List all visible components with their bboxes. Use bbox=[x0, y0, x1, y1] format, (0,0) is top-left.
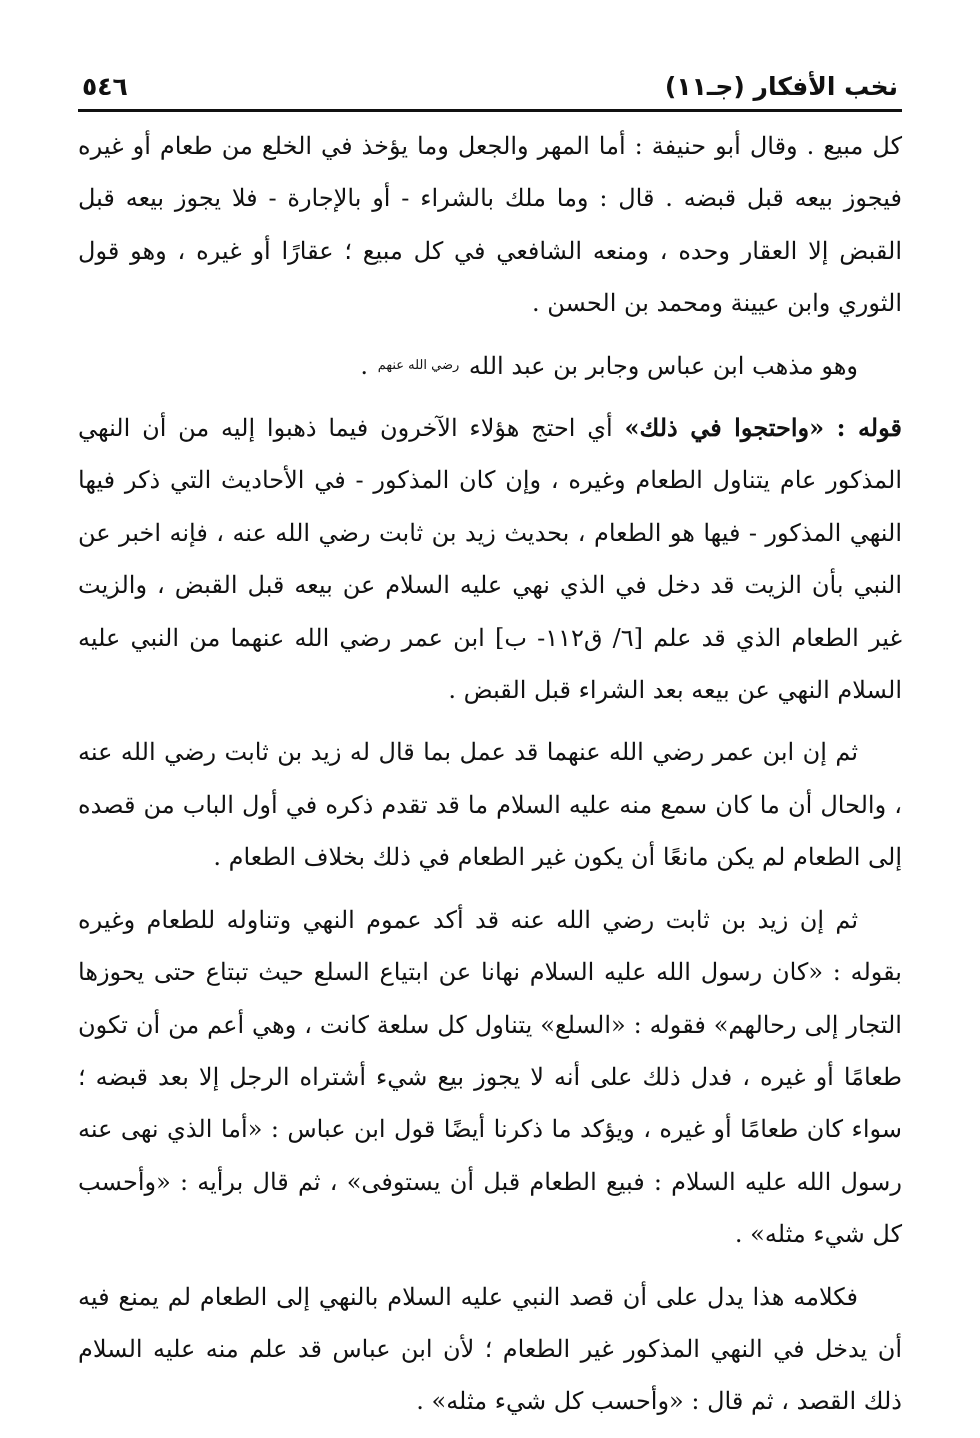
line: فيجوز بيعه قبل قبضه . قال : وما ملك بالشراء - أو بالإجارة - فلا يجوز بيعه قبل bbox=[78, 184, 902, 213]
honorific-glyph: رضي الله عنهم bbox=[377, 357, 460, 373]
line: رسول الله عليه السلام نهانا عن ابتياع السلع حيث تبتاع حتى يحوزها التجار إلى رحالهم» bbox=[78, 958, 902, 1039]
line: الطعام قبل أن يستوفى» ، ثم قال برأيه : «وأحسب كل شيء مثله» . bbox=[78, 1167, 902, 1249]
page-number: ٥٤٦ bbox=[82, 72, 128, 101]
line: الثوري وابن عيينة ومحمد بن الحسن . bbox=[531, 289, 902, 318]
commentary-lemma: قوله : «واحتجوا في ذلك» bbox=[624, 413, 902, 443]
line: اخبر عن النبي بأن الزيت قد دخل في الذي نهي عليه السلام عن بيعه قبل القبض ، bbox=[78, 518, 902, 600]
line: . bbox=[360, 351, 369, 380]
line: القبض إلا العقار وحده ، ومنعه الشافعي في كل مبيع ؛ عقارًا أو غيره ، وهو قول bbox=[78, 236, 902, 265]
header-rule bbox=[78, 109, 902, 112]
paragraph-2 bbox=[78, 340, 902, 392]
paragraph-1 bbox=[78, 120, 902, 330]
line: قال : «وأحسب كل شيء مثله» . bbox=[416, 1387, 744, 1416]
paragraph-4 bbox=[78, 726, 902, 883]
paragraph-3 bbox=[78, 402, 902, 716]
book-title: نخب الأفكار (جـ١١) bbox=[664, 72, 898, 101]
line: يكون غير الطعام في ذلك بخلاف الطعام . bbox=[213, 843, 624, 872]
paragraph-5 bbox=[78, 894, 902, 1261]
line: في النهي المذكور غير الطعام ؛ لأن ابن عباس قد علم منه عليه السلام ذلك القصد ، ثم bbox=[78, 1334, 902, 1416]
line: أي احتج هؤلاء الآخرون فيما ذهبوا إليه من أن bbox=[142, 414, 613, 443]
line: ثم إن زيد بن ثابت رضي الله عنه قد أكد عموم النهي وتناوله للطعام وغيره بقوله : «كان bbox=[78, 905, 902, 987]
line: النهي المذكور عام يتناول الطعام وغيره ، وإن كان المذكور - في الأحاديث التي bbox=[78, 414, 903, 495]
book-page bbox=[78, 72, 902, 1438]
body-text bbox=[78, 120, 902, 1428]
line: فكلامه هذا يدل على أن قصد النبي عليه السلام بالنهي إلى الطعام لم يمنع فيه أن يدخل bbox=[78, 1282, 902, 1363]
page-header bbox=[78, 72, 902, 109]
paragraph-6 bbox=[78, 1271, 902, 1428]
line: ذلك على أنه لا يجوز بيع شيء أشتراه الرجل إلا بعد قبضه ؛ سواء كان طعامًا أو غيره ، bbox=[78, 1062, 902, 1144]
line: ويؤكد ما ذكرنا أيضًا قول ابن عباس : «أما الذي نهى عنه رسول الله عليه السلام : فبيع bbox=[78, 1115, 902, 1196]
line: النهي عن بيعه بعد الشراء قبل القبض . bbox=[448, 676, 830, 705]
line: كل مبيع . وقال أبو حنيفة : أما المهر والجعل وما يؤخذ في الخلع من طعام أو غيره bbox=[78, 132, 902, 160]
line: والزيت غير الطعام الذي قد علم [٦/ ق١١٢- ب] ابن عمر رضي الله عنهما من النبي عليه السلام bbox=[78, 571, 903, 705]
line: ذكر فيها النهي المذكور - فيها هو الطعام ، بحديث زيد بن ثابت رضي الله عنه ، فإنه bbox=[78, 466, 902, 547]
line: ثم إن ابن عمر رضي الله عنهما قد عمل بما قال له زيد بن ثابت رضي الله عنه ، والحال أن ما كان bbox=[78, 738, 902, 819]
line: فقوله : «السلع» يتناول كل سلعة كانت ، وهي أعم من أن تكون طعامًا أو غيره ، فدل bbox=[78, 1010, 903, 1091]
line: وهو مذهب ابن عباس وجابر بن عبد الله bbox=[468, 351, 858, 380]
line: سمع منه عليه السلام ما قد تقدم ذكره في أول الباب من قصده إلى الطعام لم يكن مانعًا أن bbox=[78, 790, 902, 872]
